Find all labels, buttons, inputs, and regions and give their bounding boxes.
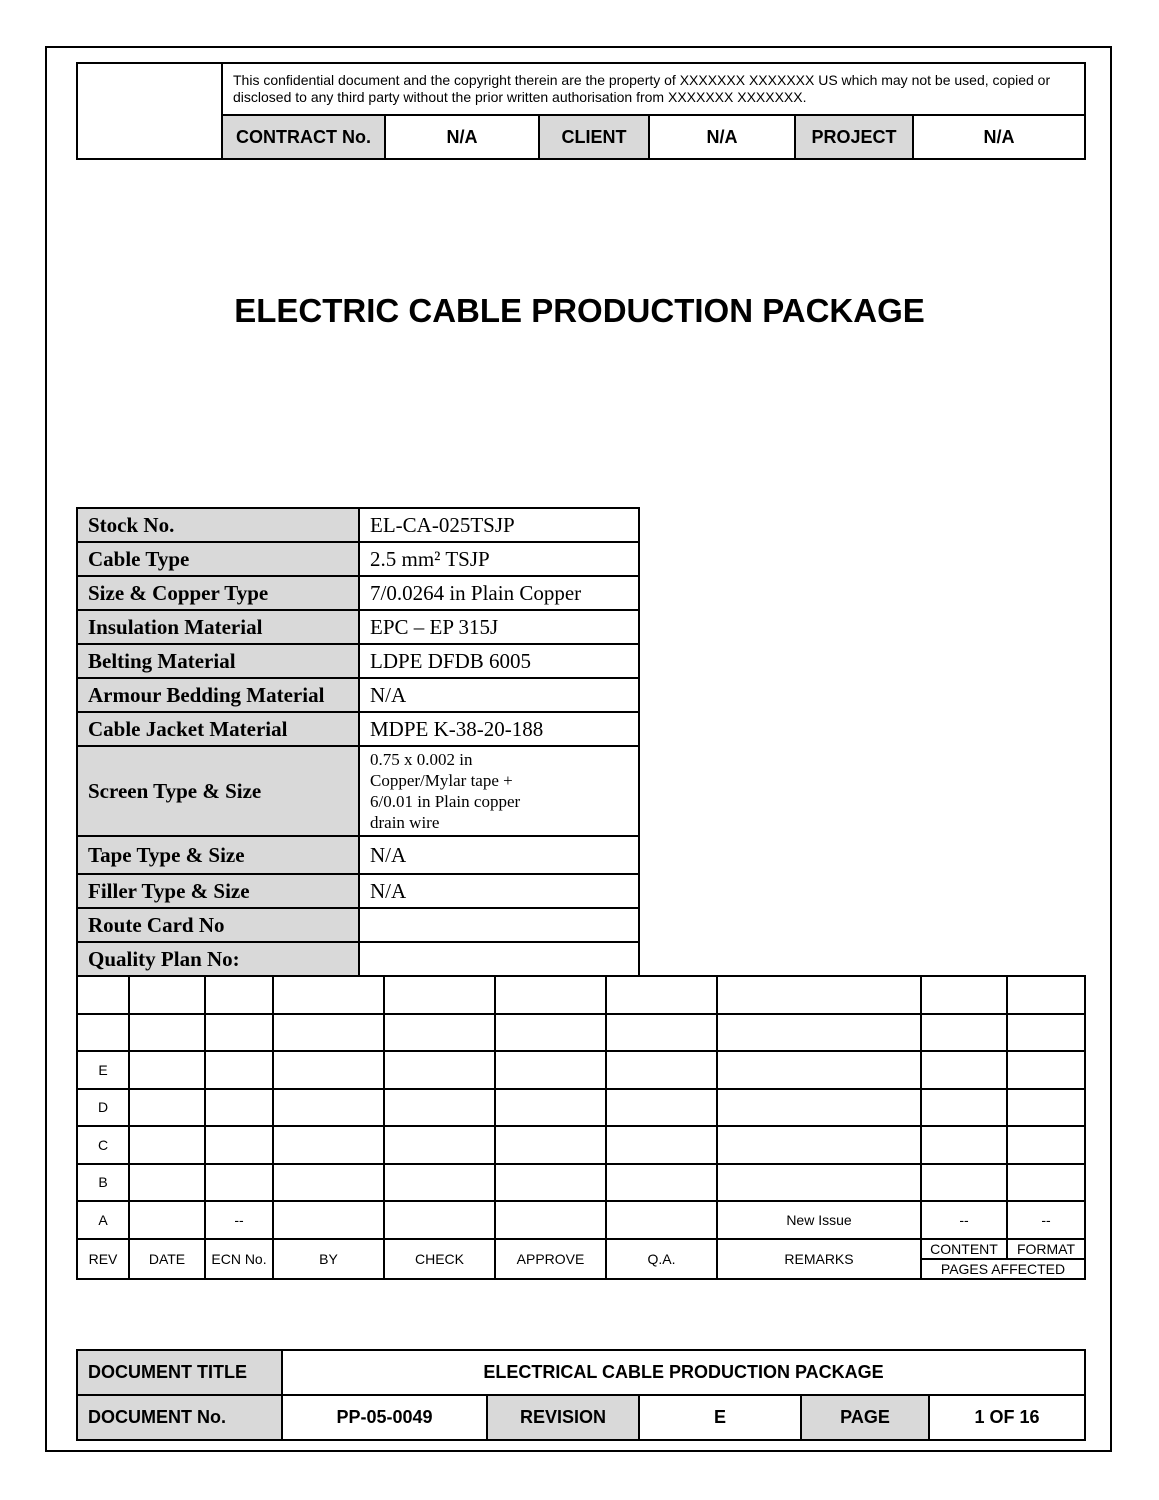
revision-cell-date [129,1201,205,1239]
revision-cell-remarks [717,1089,921,1127]
qa-header: Q.A. [606,1239,717,1279]
revision-cell-remarks [717,1014,921,1052]
spec-row [77,908,639,942]
spec-label: Armour Bedding Material [77,678,359,712]
spec-label: Route Card No [77,908,359,942]
revision-cell-qa [606,1126,717,1164]
revision-label: REVISION [487,1395,639,1440]
revision-cell-by [273,1164,384,1202]
revision-cell-remarks [717,976,921,1014]
revision-cell-format: -- [1007,1201,1085,1239]
header-table [76,62,1086,160]
screen-line: 6/0.01 in Plain copper [370,792,521,811]
revision-cell-format [1007,976,1085,1014]
spec-label: Stock No. [77,508,359,542]
revision-cell-ecn: -- [205,1201,273,1239]
spec-row [77,874,639,908]
contract-label: CONTRACT No. [222,115,385,159]
revision-cell-rev: C [77,1126,129,1164]
revision-cell-remarks: New Issue [717,1201,921,1239]
spec-label: Tape Type & Size [77,836,359,874]
date-header: DATE [129,1239,205,1279]
revision-cell-qa [606,1089,717,1127]
revision-cell-by [273,1014,384,1052]
page-label: PAGE [801,1395,929,1440]
spec-row [77,542,639,576]
spec-value: EL-CA-025TSJP [359,508,639,542]
revision-row [77,1126,1085,1164]
spec-row [77,576,639,610]
spec-value: N/A [359,678,639,712]
revision-cell-content [921,1051,1007,1089]
revision-cell-qa [606,1051,717,1089]
spec-value: N/A [359,836,639,874]
spec-value: MDPE K-38-20-188 [359,712,639,746]
revision-cell-content [921,976,1007,1014]
revision-row [77,1164,1085,1202]
document-no-label: DOCUMENT No. [77,1395,282,1440]
revision-cell-check [384,976,495,1014]
spec-label: Filler Type & Size [77,874,359,908]
spec-label: Belting Material [77,644,359,678]
document-title-value: ELECTRICAL CABLE PRODUCTION PACKAGE [282,1350,1085,1395]
revision-cell-date [129,1164,205,1202]
spec-value: EPC – EP 315J [359,610,639,644]
remarks-header: REMARKS [717,1239,921,1279]
content-header: CONTENT [921,1239,1007,1259]
revision-cell-format [1007,1051,1085,1089]
check-header: CHECK [384,1239,495,1279]
pages-affected-header: PAGES AFFECTED [921,1259,1085,1279]
document-info-table [76,1349,1086,1441]
confidential-notice: This confidential document and the copyright therein are the property of XXXXXXX XXXXXXX US which may not be used, copied or disclosed to any third party without the prior written authorisation from XXXXXXX XXXXXXX. [222,63,1085,115]
client-value: N/A [649,115,795,159]
revision-cell-approve [495,1164,606,1202]
page-title: ELECTRIC CABLE PRODUCTION PACKAGE [234,292,925,329]
revision-cell-check [384,1089,495,1127]
spec-value: N/A [359,874,639,908]
revision-cell-approve [495,1089,606,1127]
by-header: BY [273,1239,384,1279]
spec-table [76,507,640,977]
spec-value-multiline [359,746,639,836]
revision-cell-check [384,1164,495,1202]
revision-cell-ecn [205,1126,273,1164]
revision-cell-rev: A [77,1201,129,1239]
revision-cell-rev: E [77,1051,129,1089]
spec-row [77,644,639,678]
revision-cell-approve [495,1051,606,1089]
format-header: FORMAT [1007,1239,1085,1259]
spec-row [77,678,639,712]
revision-cell-check [384,1126,495,1164]
revision-cell-qa [606,1014,717,1052]
revision-cell-content [921,1164,1007,1202]
revision-row [77,1089,1085,1127]
ecn-header: ECN No. [205,1239,273,1279]
revision-cell-ecn [205,1089,273,1127]
revision-cell-date [129,1051,205,1089]
spec-label: Size & Copper Type [77,576,359,610]
revision-cell-check [384,1201,495,1239]
revision-cell-by [273,1126,384,1164]
revision-cell-approve [495,1126,606,1164]
spec-label: Insulation Material [77,610,359,644]
revision-cell-ecn [205,1014,273,1052]
screen-line: 0.75 x 0.002 in [370,750,473,769]
revision-cell-approve [495,976,606,1014]
revision-cell-content: -- [921,1201,1007,1239]
revision-row [77,1051,1085,1089]
revision-cell-ecn [205,976,273,1014]
revision-cell-qa [606,976,717,1014]
rev-header: REV [77,1239,129,1279]
revision-cell-date [129,1014,205,1052]
spec-value [359,908,639,942]
revision-cell-ecn [205,1051,273,1089]
revision-cell-approve [495,1014,606,1052]
screen-line: drain wire [370,813,440,832]
spec-row [77,836,639,874]
revision-cell-date [129,1089,205,1127]
revision-value: E [639,1395,801,1440]
spec-row [77,746,639,836]
revision-header-row [77,1239,1085,1259]
revision-cell-format [1007,1014,1085,1052]
screen-line: Copper/Mylar tape + [370,771,513,790]
revision-cell-by [273,1201,384,1239]
client-label: CLIENT [539,115,649,159]
spec-row [77,942,639,976]
spec-label: Quality Plan No: [77,942,359,976]
revision-cell-rev: B [77,1164,129,1202]
revision-cell-remarks [717,1126,921,1164]
revision-cell-rev [77,976,129,1014]
spec-row [77,610,639,644]
revision-cell-check [384,1014,495,1052]
page-value: 1 OF 16 [929,1395,1085,1440]
spec-value: 2.5 mm² TSJP [359,542,639,576]
document-title-label: DOCUMENT TITLE [77,1350,282,1395]
revision-cell-content [921,1014,1007,1052]
revision-cell-format [1007,1089,1085,1127]
revision-cell-content [921,1126,1007,1164]
spec-value: 7/0.0264 in Plain Copper [359,576,639,610]
revision-cell-content [921,1089,1007,1127]
spec-value [359,942,639,976]
revision-cell-format [1007,1126,1085,1164]
revision-cell-by [273,1089,384,1127]
revision-cell-qa [606,1201,717,1239]
revision-row [77,1014,1085,1052]
spec-label: Cable Type [77,542,359,576]
revision-cell-remarks [717,1164,921,1202]
project-value: N/A [913,115,1085,159]
spec-value: LDPE DFDB 6005 [359,644,639,678]
revision-cell-check [384,1051,495,1089]
revision-cell-rev [77,1014,129,1052]
spec-label: Screen Type & Size [77,746,359,836]
spec-row [77,508,639,542]
revision-row [77,1201,1085,1239]
revision-cell-by [273,1051,384,1089]
spec-row [77,712,639,746]
revision-cell-date [129,1126,205,1164]
spec-label: Cable Jacket Material [77,712,359,746]
revision-row [77,976,1085,1014]
approve-header: APPROVE [495,1239,606,1279]
document-no-value: PP-05-0049 [282,1395,487,1440]
revision-cell-approve [495,1201,606,1239]
revision-cell-format [1007,1164,1085,1202]
revision-cell-ecn [205,1164,273,1202]
revision-cell-rev: D [77,1089,129,1127]
revision-table [76,975,1086,1280]
project-label: PROJECT [795,115,913,159]
revision-cell-date [129,976,205,1014]
revision-cell-remarks [717,1051,921,1089]
logo-cell [77,63,222,159]
contract-value: N/A [385,115,539,159]
revision-cell-by [273,976,384,1014]
revision-cell-qa [606,1164,717,1202]
